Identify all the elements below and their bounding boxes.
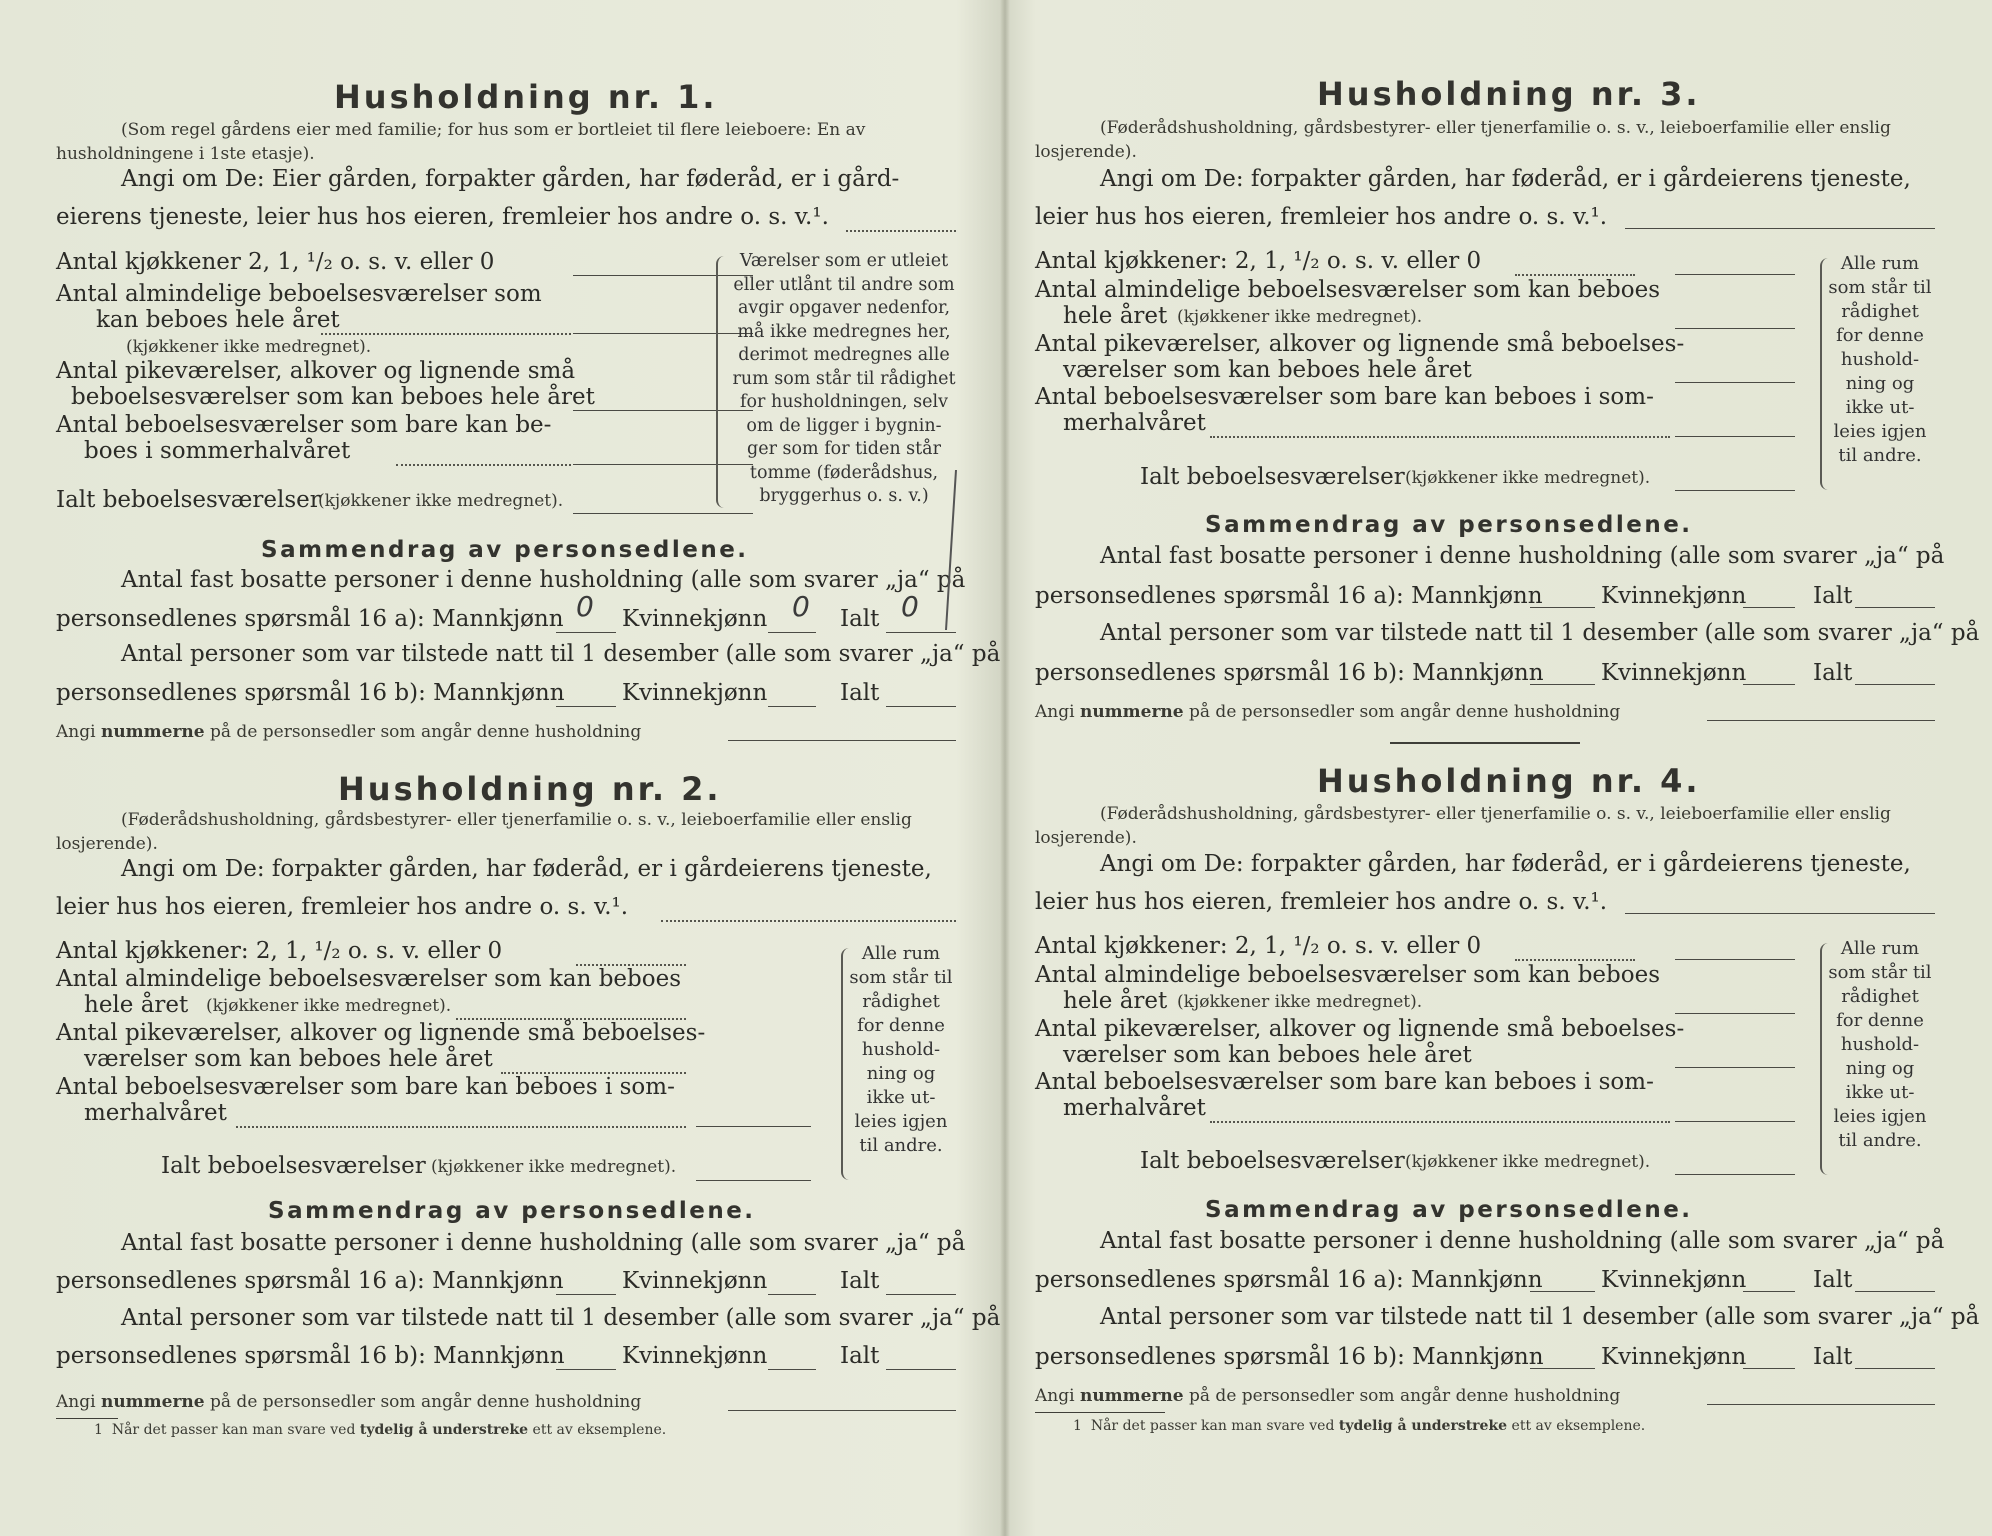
household-separator-rule — [1390, 742, 1580, 744]
household-4-16b-line1: Antal personer som var tilstede natt til 1 desember (alle som svarer „ja“ på — [1100, 1304, 1980, 1330]
household-1-summary-title: Sammendrag av personsedlene. — [261, 537, 749, 563]
household-1-ialt-label: Ialt beboelsesværelser — [56, 487, 321, 513]
household-4-16a-line1: Antal fast bosatte personer i denne husholdning (alle som svarer „ja“ på — [1100, 1228, 1945, 1254]
household-3-angi-field[interactable] — [1625, 228, 1935, 229]
household-1-16a-mann-field[interactable] — [556, 632, 616, 633]
household-3-pike-field[interactable] — [1675, 382, 1795, 383]
household-4-16a-kvinne-label: Kvinnekjønn — [1601, 1267, 1747, 1293]
household-4-16b-kvinne-label: Kvinnekjønn — [1601, 1344, 1747, 1370]
household-3-ialt-label: Ialt beboelsesværelser — [1140, 464, 1405, 490]
household-4-nummerne-row — [1035, 1386, 1620, 1406]
household-2-16b-ialt-label: Ialt — [840, 1343, 880, 1369]
household-4-note: (Føderådshusholdning, gårdsbestyrer- eller tjenerfamilie o. s. v., leieboerfamilie eller enslig losjerende). — [1035, 804, 1891, 848]
household-3-16b-kvinne-label: Kvinnekjønn — [1601, 660, 1747, 686]
household-3-angi-line2: leier hus hos eieren, fremleier hos andre o. s. v.¹. — [1035, 204, 1608, 230]
household-3-pike-line2: værelser som kan beboes hele året — [1063, 357, 1472, 383]
household-3-kjokken-field[interactable] — [1675, 274, 1795, 275]
household-2-pike-line1: Antal pikeværelser, alkover og lignende små beboelses- — [56, 1020, 706, 1046]
household-3-16b-ialt-field[interactable] — [1855, 684, 1935, 685]
household-4-pike-line1: Antal pikeværelser, alkover og lignende små beboelses- — [1035, 1016, 1685, 1042]
household-3-16a-kvinne-label: Kvinnekjønn — [1601, 583, 1747, 609]
household-3-note: (Føderådshusholdning, gårdsbestyrer- eller tjenerfamilie o. s. v., leieboerfamilie eller enslig losjerende). — [1035, 118, 1891, 162]
household-1-alm-line2: kan beboes hele året — [96, 307, 340, 333]
footnote-left-post: ett av eksemplene. — [532, 1422, 667, 1438]
household-4-kjokken-field[interactable] — [1675, 959, 1795, 960]
household-4-sommer-dots — [1210, 1121, 1670, 1123]
household-1-nummerne-field[interactable] — [728, 740, 956, 741]
household-4-16b-line2: personsedlenes spørsmål 16 b): Mannkjønn — [1035, 1344, 1544, 1370]
household-1-16b-line2: personsedlenes spørsmål 16 b): Mannkjønn — [56, 680, 565, 706]
household-3-16a-ialt-label: Ialt — [1813, 583, 1853, 609]
household-4-ialt-label: Ialt beboelsesværelser — [1140, 1148, 1405, 1174]
household-2-nummerne-text: på de personsedler som angår denne husholdning — [210, 1392, 642, 1412]
household-1-16a-ialt-label: Ialt — [840, 606, 880, 632]
right-page — [1035, 0, 1980, 1536]
household-4-sommer-field[interactable] — [1675, 1121, 1795, 1122]
household-2-16a-kvinne-label: Kvinnekjønn — [622, 1268, 768, 1294]
footnote-left-bold: tydelig å understreke — [359, 1422, 529, 1438]
household-4-summary-title: Sammendrag av personsedlene. — [1205, 1197, 1693, 1223]
household-1-ialt-field[interactable] — [573, 513, 753, 514]
household-1-pencil-stroke — [936, 460, 976, 640]
household-2-16a-ialt-label: Ialt — [840, 1268, 880, 1294]
household-2-footnote-rule — [56, 1418, 118, 1419]
household-3-16a-line1: Antal fast bosatte personer i denne husholdning (alle som svarer „ja“ på — [1100, 543, 1945, 569]
household-4-pike-line2: værelser som kan beboes hele året — [1063, 1042, 1472, 1068]
household-3 — [1035, 0, 1980, 745]
household-4-angi-line1: Angi om De: forpakter gården, har føderåd, er i gårdeierens tjeneste, — [1100, 851, 1911, 877]
household-1-side-note: Værelser som er utleiet eller utlånt til andre som avgir opgaver nedenfor, må ikke medregnes her, derimot medregnes alle rum som står til rådighet for husholdningen, selv om de ligger i bygnin- ger som for tiden står tomme (føderådshus, bryggerhus o. s. v.) — [732, 251, 956, 506]
household-2-16b-line2: personsedlenes spørsmål 16 b): Mannkjønn — [56, 1343, 565, 1369]
household-2-ialt-field[interactable] — [696, 1180, 811, 1181]
household-2-16a-mann-field[interactable] — [556, 1294, 616, 1295]
household-3-alm-line3: (kjøkkener ikke medregnet). — [1177, 307, 1423, 327]
household-2-sommer-line1: Antal beboelsesværelser som bare kan beboes i som- — [56, 1074, 675, 1100]
household-2-16b-ialt-field[interactable] — [886, 1369, 956, 1370]
household-1-title: Husholdning nr. 1. — [334, 78, 718, 116]
household-4-16a-ialt-field[interactable] — [1855, 1291, 1935, 1292]
household-4-16a-line2: personsedlenes spørsmål 16 a): Mannkjønn — [1035, 1267, 1543, 1293]
household-4-16a-mann-field[interactable] — [1530, 1291, 1595, 1292]
footnote-left-mark: 1 — [94, 1422, 103, 1438]
footnote-right-pre: Når det passer kan man svare ved — [1090, 1418, 1335, 1434]
household-3-alm-line2: hele året — [1063, 303, 1168, 329]
household-2-ialt-note: (kjøkkener ikke medregnet). — [431, 1157, 677, 1177]
household-1-nummerne-text: på de personsedler som angår denne husholdning — [210, 722, 642, 742]
household-1-16a-mann-value: 0 — [576, 590, 594, 623]
household-4-alm-field[interactable] — [1675, 1013, 1795, 1014]
household-2-alm-line3: (kjøkkener ikke medregnet). — [206, 996, 452, 1016]
household-1-pike-line2: beboelsesværelser som kan beboes hele året — [71, 384, 595, 410]
household-3-16b-kvinne-field[interactable] — [1743, 684, 1795, 685]
household-3-pike-line1: Antal pikeværelser, alkover og lignende små beboelses- — [1035, 331, 1685, 357]
household-3-16b-ialt-label: Ialt — [1813, 660, 1853, 686]
household-1-16a-kvinne-value: 0 — [792, 590, 810, 623]
household-1-16b-line1: Antal personer som var tilstede natt til 1 desember (alle som svarer „ja“ på — [121, 641, 1001, 667]
household-1-sommer-dots — [396, 464, 571, 466]
household-2-16a-line2: personsedlenes spørsmål 16 a): Mannkjønn — [56, 1268, 564, 1294]
household-3-sommer-line2: merhalvåret — [1063, 410, 1206, 436]
household-3-angi-word: Angi — [1035, 702, 1075, 722]
household-4-title: Husholdning nr. 4. — [1317, 762, 1701, 800]
household-2-nummerne-field[interactable] — [728, 1410, 956, 1411]
household-3-16b-mann-field[interactable] — [1530, 684, 1595, 685]
household-4 — [1035, 762, 1980, 1507]
household-1-16b-ialt-label: Ialt — [840, 680, 880, 706]
household-4-nummerne-text: på de personsedler som angår denne husholdning — [1189, 1386, 1621, 1406]
household-3-angi-line1: Angi om De: forpakter gården, har føderåd, er i gårdeierens tjeneste, — [1100, 166, 1911, 192]
household-1-16a-line1: Antal fast bosatte personer i denne husholdning (alle som svarer „ja“ på — [121, 567, 966, 593]
household-4-angi-word: Angi — [1035, 1386, 1075, 1406]
household-3-16a-kvinne-field[interactable] — [1743, 607, 1795, 608]
household-1-16a-line2: personsedlenes spørsmål 16 a): Mannkjønn — [56, 606, 564, 632]
household-1-note: (Som regel gårdens eier med familie; for hus som er bortleiet til flere leieboere: En av husholdningene i 1ste etasje). — [56, 120, 866, 164]
household-2-16a-line1: Antal fast bosatte personer i denne husholdning (alle som svarer „ja“ på — [121, 1230, 966, 1256]
household-2-pike-line2: værelser som kan beboes hele året — [84, 1046, 493, 1072]
household-2-ialt-label: Ialt beboelsesværelser — [161, 1153, 426, 1179]
household-1-16b-mann-field[interactable] — [556, 706, 616, 707]
household-4-16a-kvinne-field[interactable] — [1743, 1291, 1795, 1292]
household-3-nummerne-text: på de personsedler som angår denne husholdning — [1189, 702, 1621, 722]
household-4-16b-kvinne-field[interactable] — [1743, 1368, 1795, 1369]
household-2-16b-mann-field[interactable] — [556, 1369, 616, 1370]
household-4-kjokken-label: Antal kjøkkener: 2, 1, ¹/₂ o. s. v. eller 0 — [1035, 933, 1482, 959]
footnote-right-post: ett av eksemplene. — [1511, 1418, 1646, 1434]
household-4-nummerne-field[interactable] — [1707, 1404, 1935, 1405]
household-1 — [56, 0, 1001, 745]
household-3-alm-field[interactable] — [1675, 328, 1795, 329]
household-3-summary-title: Sammendrag av personsedlene. — [1205, 512, 1693, 538]
household-2-nummerne-word: nummerne — [100, 1392, 205, 1412]
household-1-nummerne-word: nummerne — [100, 722, 205, 742]
footnote-right-mark: 1 — [1073, 1418, 1082, 1434]
household-2-alm-line1: Antal almindelige beboelsesværelser som kan beboes — [56, 966, 682, 992]
household-2-summary-title: Sammendrag av personsedlene. — [268, 1198, 756, 1224]
household-4-nummerne-word: nummerne — [1079, 1386, 1184, 1406]
household-3-side-note: Alle rum som står til rådighet for denne hushold- ning og ikke ut- leies igjen til andre. — [1828, 253, 1932, 466]
household-2 — [56, 770, 1001, 1515]
household-3-16a-line2: personsedlenes spørsmål 16 a): Mannkjønn — [1035, 583, 1543, 609]
household-1-ialt-note: (kjøkkener ikke medregnet). — [318, 491, 564, 511]
household-2-16a-ialt-field[interactable] — [886, 1294, 956, 1295]
household-1-nummerne-row — [56, 722, 641, 742]
household-4-side-note: Alle rum som står til rådighet for denne hushold- ning og ikke ut- leies igjen til andre. — [1828, 938, 1932, 1151]
household-3-nummerne-word: nummerne — [1079, 702, 1184, 722]
household-2-sommer-line2: merhalvåret — [84, 1100, 227, 1126]
household-2-16b-kvinne-field[interactable] — [768, 1369, 816, 1370]
household-2-sommer-line — [696, 1126, 811, 1127]
left-page — [56, 0, 1001, 1536]
household-3-sommer-line1: Antal beboelsesværelser som bare kan beboes i som- — [1035, 384, 1654, 410]
household-3-sommer-field[interactable] — [1675, 436, 1795, 437]
footnote-right — [1073, 1418, 1645, 1434]
household-4-sommer-line1: Antal beboelsesværelser som bare kan beboes i som- — [1035, 1069, 1654, 1095]
household-1-kjokken-label: Antal kjøkkener 2, 1, ¹/₂ o. s. v. eller 0 — [56, 249, 495, 275]
household-1-angi-line2: eierens tjeneste, leier hus hos eieren, fremleier hos andre o. s. v.¹. — [56, 204, 829, 230]
household-4-sommer-line2: merhalvåret — [1063, 1095, 1206, 1121]
household-4-alm-line3: (kjøkkener ikke medregnet). — [1177, 992, 1423, 1012]
household-3-nummerne-field[interactable] — [1707, 720, 1935, 721]
household-4-alm-line1: Antal almindelige beboelsesværelser som kan beboes — [1035, 962, 1661, 988]
household-2-nummerne-row — [56, 1392, 641, 1412]
household-2-angi-line2: leier hus hos eieren, fremleier hos andre o. s. v.¹. — [56, 894, 629, 920]
household-4-16b-ialt-field[interactable] — [1855, 1368, 1935, 1369]
page-fold — [1000, 0, 1010, 1536]
household-2-16b-line1: Antal personer som var tilstede natt til 1 desember (alle som svarer „ja“ på — [121, 1305, 1001, 1331]
household-3-16a-mann-field[interactable] — [1530, 607, 1595, 608]
household-1-pike-line1: Antal pikeværelser, alkover og lignende små — [56, 358, 576, 384]
footnote-right-bold: tydelig å understreke — [1338, 1418, 1508, 1434]
household-2-side-note: Alle rum som står til rådighet for denne hushold- ning og ikke ut- leies igjen til andre. — [849, 943, 953, 1156]
household-4-pike-field[interactable] — [1675, 1067, 1795, 1068]
household-2-kjokken-label: Antal kjøkkener: 2, 1, ¹/₂ o. s. v. eller 0 — [56, 938, 503, 964]
household-4-16b-ialt-label: Ialt — [1813, 1344, 1853, 1370]
household-3-kjokken-dots — [1515, 274, 1635, 276]
household-1-alm-line3: (kjøkkener ikke medregnet). — [126, 337, 372, 357]
household-2-angi-line1: Angi om De: forpakter gården, har føderåd, er i gårdeierens tjeneste, — [121, 856, 932, 882]
household-2-16b-kvinne-label: Kvinnekjønn — [622, 1343, 768, 1369]
household-1-angi-word: Angi — [56, 722, 96, 742]
household-1-alm-line1: Antal almindelige beboelsesværelser som — [56, 281, 542, 307]
footnote-left-pre: Når det passer kan man svare ved — [111, 1422, 356, 1438]
household-1-angi-line1: Angi om De: Eier gården, forpakter gården, har føderåd, er i gård- — [121, 166, 900, 192]
household-1-alm-dots — [321, 333, 571, 335]
household-4-16a-ialt-label: Ialt — [1813, 1267, 1853, 1293]
household-4-16b-mann-field[interactable] — [1530, 1368, 1595, 1369]
household-2-angi-field[interactable] — [661, 920, 956, 922]
household-2-angi-word: Angi — [56, 1392, 96, 1412]
household-3-sommer-dots — [1210, 436, 1670, 438]
household-2-16a-kvinne-field[interactable] — [768, 1294, 816, 1295]
household-4-angi-line2: leier hus hos eieren, fremleier hos andre o. s. v.¹. — [1035, 889, 1608, 915]
household-2-alm-line2: hele året — [84, 992, 189, 1018]
household-4-ialt-field[interactable] — [1675, 1174, 1795, 1175]
footnote-left — [94, 1422, 666, 1438]
household-1-angi-field[interactable] — [846, 230, 956, 232]
household-3-ialt-note: (kjøkkener ikke medregnet). — [1405, 468, 1651, 488]
household-3-16b-line2: personsedlenes spørsmål 16 b): Mannkjønn — [1035, 660, 1544, 686]
household-3-kjokken-label: Antal kjøkkener: 2, 1, ¹/₂ o. s. v. eller 0 — [1035, 248, 1482, 274]
household-4-alm-line2: hele året — [1063, 988, 1168, 1014]
household-1-sommer-line2: boes i sommerhalvåret — [84, 438, 351, 464]
household-3-title: Husholdning nr. 3. — [1317, 75, 1701, 113]
household-1-16b-kvinne-label: Kvinnekjønn — [622, 680, 768, 706]
household-1-16a-kvinne-field[interactable] — [768, 632, 816, 633]
household-1-16a-ialt-value: 0 — [901, 590, 919, 623]
household-4-kjokken-dots — [1515, 959, 1635, 961]
household-3-nummerne-row — [1035, 702, 1620, 722]
household-2-title: Husholdning nr. 2. — [338, 770, 722, 808]
household-4-ialt-note: (kjøkkener ikke medregnet). — [1405, 1152, 1651, 1172]
household-4-angi-field[interactable] — [1625, 913, 1935, 914]
household-3-16b-line1: Antal personer som var tilstede natt til 1 desember (alle som svarer „ja“ på — [1100, 620, 1980, 646]
household-2-sommer-field[interactable] — [236, 1126, 686, 1128]
household-2-note: (Føderådshusholdning, gårdsbestyrer- eller tjenerfamilie o. s. v., leieboerfamilie eller enslig losjerende). — [56, 810, 912, 854]
household-1-16a-kvinne-label: Kvinnekjønn — [622, 606, 768, 632]
household-3-ialt-field[interactable] — [1675, 490, 1795, 491]
household-4-footnote-rule — [1035, 1412, 1165, 1413]
household-3-alm-line1: Antal almindelige beboelsesværelser som kan beboes — [1035, 277, 1661, 303]
household-1-16b-ialt-field[interactable] — [886, 706, 956, 707]
household-1-sommer-line1: Antal beboelsesværelser som bare kan be- — [56, 412, 552, 438]
household-3-16a-ialt-field[interactable] — [1855, 607, 1935, 608]
household-1-16b-kvinne-field[interactable] — [768, 706, 816, 707]
